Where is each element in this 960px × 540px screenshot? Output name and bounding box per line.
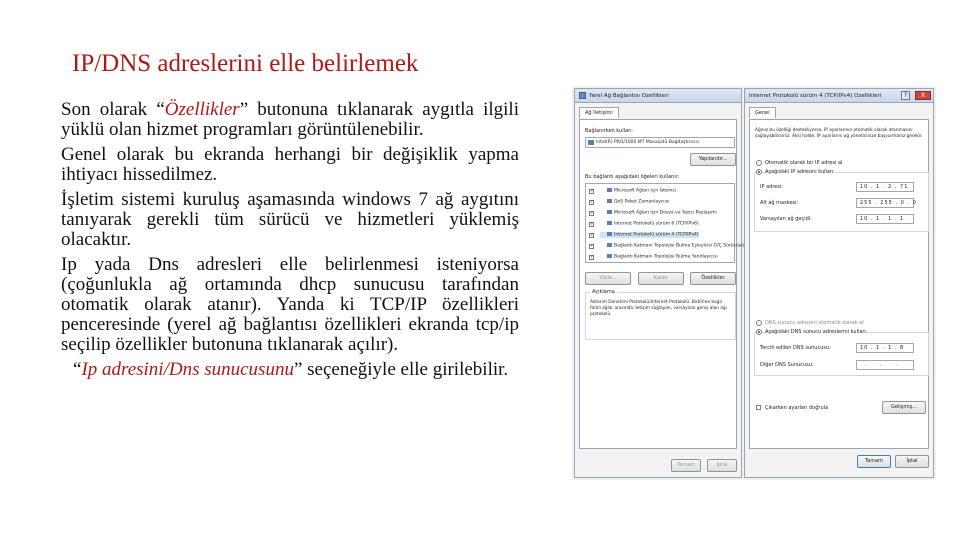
- gateway-label: Varsayılan ağ geçidi:: [760, 216, 812, 222]
- paragraph-3: İşletim sistemi kuruluş aşamasında windows 7 ağ aygıtını tanıyarak gerekli tüm sürücü ve hizmetleri yüklemiş olacaktır.: [61, 189, 519, 250]
- list-item-selected[interactable]: [600, 232, 699, 238]
- protocol-icon: [607, 221, 612, 225]
- preferred-dns-label: Tercih edilen DNS sunucusu:: [760, 345, 831, 351]
- list-item-label: Microsoft Ağları için Dosya ve Yazıcı Paylaşımı: [614, 210, 717, 216]
- ip-address-input[interactable]: 10 . 1 . 2 . 71: [856, 182, 914, 192]
- p5-text: ” seçeneğiyle elle girilebilir.: [293, 359, 509, 380]
- component-checkbox-3[interactable]: ✓: [590, 210, 595, 216]
- lan-ok-button[interactable]: Tamam: [671, 459, 701, 472]
- client-icon: [607, 188, 612, 192]
- service-icon: [607, 210, 612, 214]
- lan-dialog-titlebar: [575, 89, 741, 103]
- list-item[interactable]: [600, 199, 669, 205]
- paragraph-5: [61, 360, 519, 380]
- service-icon: [607, 199, 612, 203]
- p1-emphasis: Özellikler: [164, 99, 240, 120]
- subnet-mask-input[interactable]: 255 . 255 . 0 . 0: [856, 198, 914, 208]
- p1-text-b: ” butonuna tıklanarak aygıtla ilgili yüklü olan hizmet programları görüntülenebilir.: [61, 99, 519, 140]
- manual-dns-radio[interactable]: [756, 329, 762, 335]
- configure-button[interactable]: Yapılandır...: [690, 153, 736, 166]
- component-checkbox-2[interactable]: ✓: [590, 199, 595, 205]
- close-button[interactable]: X: [915, 91, 931, 100]
- validate-checkbox[interactable]: [756, 405, 761, 410]
- ipv4-cancel-button[interactable]: İptal: [895, 455, 929, 468]
- paragraph-1: [61, 100, 519, 140]
- auto-dns-label: DNS sunucu adresini otomatik olarak al: [765, 320, 864, 326]
- manual-ip-radio[interactable]: [756, 169, 762, 175]
- manual-dns-label: Aşağıdaki DNS sunucu adreslerini kullan:: [765, 329, 868, 335]
- p1-text-a: Son olarak “: [61, 99, 165, 120]
- ipv4-panel: [749, 119, 929, 449]
- p5-emphasis: Ip adresini/Dns sunucusunu: [81, 359, 294, 380]
- network-icon: [579, 92, 586, 99]
- lan-dialog-title: Yerel Ağ Bağlantısı Özellikleri: [589, 92, 669, 99]
- component-checkbox-1[interactable]: ✓: [590, 188, 595, 194]
- ipv4-dialog-title: Internet Protokolü sürüm 4 (TCP/IPv4) Özellikleri: [749, 92, 882, 99]
- alternate-dns-label: Diğer DNS Sunucusu:: [760, 362, 814, 368]
- component-checkbox-7[interactable]: ✓: [590, 254, 595, 260]
- protocol-icon: [607, 243, 612, 247]
- adapter-field[interactable]: [585, 137, 735, 148]
- ipv4-ok-button[interactable]: Tamam: [857, 455, 891, 468]
- auto-dns-radio[interactable]: [756, 320, 762, 326]
- advanced-button[interactable]: Gelişmiş...: [882, 401, 926, 414]
- paragraph-2: Genel olarak bu ekranda herhangi bir değişiklik yapma ihtiyacı hissedilmez.: [61, 144, 519, 185]
- intro-text: Ağınız bu özelliği destekliyorsa, IP ayarlarının otomatik olarak atanmasını sağlayabilirsiniz. Aksi halde, IP ayarlarını ağ yöneticinize başvurmanız gerekir.: [755, 128, 923, 139]
- validate-label: Çıkarken ayarları doğrula: [765, 405, 829, 411]
- tab-networking[interactable]: Ağ İletişimi: [579, 107, 619, 118]
- list-item-label: Internet Protokolü sürüm 4 (TCP/IPv4): [614, 232, 699, 238]
- list-item[interactable]: [600, 188, 676, 194]
- lan-cancel-button[interactable]: İptal: [707, 459, 737, 472]
- adapter-icon: [588, 140, 594, 145]
- list-item-label: Bağlantı Katmanı Topolojisi Bulma Eşleyicisi G/Ç Sürücüsü: [614, 243, 745, 249]
- items-label: Bu bağlantı aşağıdaki öğeleri kullanır:: [585, 174, 680, 180]
- list-item-label: QoS Paket Zamanlayıcısı: [614, 199, 670, 205]
- list-item-label: Internet Protokolü sürüm 6 (TCP/IPv6): [614, 221, 699, 227]
- ipv4-properties-dialog: [744, 88, 934, 478]
- list-item-label: Microsoft Ağları için İstemci: [614, 188, 676, 194]
- properties-button[interactable]: Özellikler: [690, 272, 736, 285]
- connect-using-label: Bağlanırken kullan:: [585, 128, 633, 134]
- lan-panel: [579, 119, 745, 449]
- component-checkbox-5[interactable]: ✓: [590, 232, 595, 238]
- preferred-dns-input[interactable]: 10 . 1 . 1 . 8: [856, 343, 914, 353]
- paragraph-4: Ip yada Dns adresleri elle belirlenmesi isteniyorsa (çoğunlukla ağ ortamında dhcp sunucusu tarafından otomatik olarak atanır). Yanda ki TCP/IP özellikleri penceresinde (yerel ağ bağlantısı özellikleri ekranda tcp/ip seçilip özellikler butonuna tıklanarak açılır).: [61, 254, 519, 355]
- ipv4-dialog-titlebar: [745, 89, 933, 103]
- auto-ip-label: Otomatik olarak bir IP adresi al: [765, 160, 843, 166]
- help-button[interactable]: ?: [901, 91, 910, 100]
- lan-tabbar: [579, 107, 619, 119]
- adapter-name: Intel(R) PRO/1000 MT Masaüstü Bağdaştırıcısı: [596, 140, 699, 145]
- gateway-input[interactable]: 10 . 1 . 1 . 1: [856, 214, 914, 224]
- list-item[interactable]: [600, 221, 699, 227]
- protocol-icon: [607, 232, 612, 236]
- ipv4-tabbar: [749, 107, 776, 119]
- install-button[interactable]: Yükle...: [585, 272, 631, 285]
- dialogs-screenshot: [572, 86, 936, 480]
- list-item[interactable]: [600, 243, 744, 249]
- protocol-icon: [607, 254, 612, 258]
- uninstall-button[interactable]: Kaldır: [638, 272, 684, 285]
- lan-properties-dialog: [574, 88, 745, 478]
- list-item[interactable]: [600, 210, 717, 216]
- slide-title: IP/DNS adreslerini elle belirlemek: [72, 50, 419, 77]
- list-item-label: Bağlantı Katmanı Topolojisi Bulma Yanıtlayıcısı: [614, 254, 718, 260]
- description-text: Aktarım Denetimi Protokolü/Internet Protokolü. Birbirine bağlı farklı ağlar arasında iletişim sağlayan, varsayılan geniş alan ağı protokolü.: [590, 300, 727, 317]
- components-list[interactable]: [585, 183, 745, 263]
- tab-general[interactable]: Genel: [749, 107, 776, 118]
- slide-body: [61, 100, 519, 385]
- manual-ip-label: Aşağıdaki IP adresini kullan:: [765, 169, 835, 175]
- component-checkbox-4[interactable]: ✓: [590, 221, 595, 227]
- component-checkbox-6[interactable]: ✓: [590, 243, 595, 249]
- list-item[interactable]: [600, 254, 718, 260]
- subnet-mask-label: Alt ağ maskesi:: [760, 200, 799, 206]
- ip-address-label: IP adresi:: [760, 184, 784, 190]
- description-group: [585, 289, 736, 340]
- alternate-dns-input[interactable]: . . .: [856, 360, 914, 370]
- description-label: Açıklama: [592, 289, 615, 295]
- p5-quote: “: [73, 359, 82, 380]
- auto-ip-radio[interactable]: [756, 160, 762, 166]
